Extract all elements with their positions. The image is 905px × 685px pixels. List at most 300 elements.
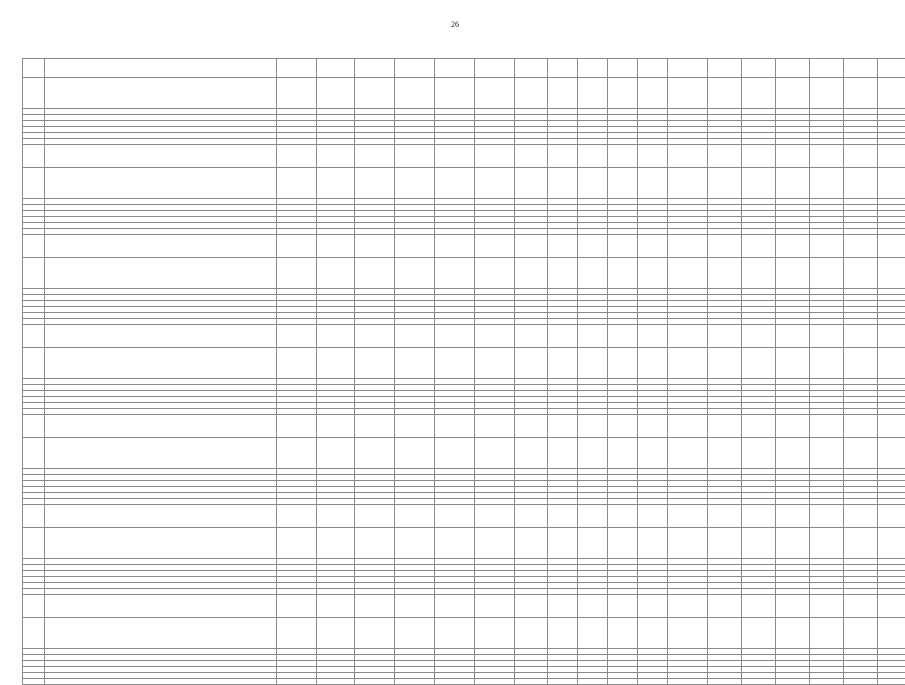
table-cell: [878, 235, 905, 258]
table-cell: [668, 438, 708, 469]
table-cell: [277, 348, 317, 379]
table-row: [23, 618, 905, 649]
empty-cell: [578, 59, 608, 78]
table-cell: [878, 258, 905, 289]
table-cell: [708, 348, 742, 379]
table-cell: [844, 258, 878, 289]
table-cell: [515, 235, 548, 258]
table-cell: [638, 618, 668, 649]
table-cell: [844, 348, 878, 379]
table-cell: [277, 235, 317, 258]
empty-cell: [45, 618, 277, 649]
table-cell: [742, 528, 776, 559]
table-cell: [395, 235, 435, 258]
table-cell: [708, 145, 742, 168]
table-cell: [355, 595, 395, 618]
table-cell: [638, 78, 668, 109]
empty-cell: [45, 59, 277, 78]
table-row: [23, 59, 905, 78]
table-cell: [638, 168, 668, 199]
empty-cell: [638, 679, 668, 685]
table-cell: [742, 78, 776, 109]
table-cell: [608, 78, 638, 109]
empty-cell: [45, 505, 277, 528]
table-cell: [475, 59, 515, 78]
table-row: [23, 258, 905, 289]
table-cell: [395, 168, 435, 199]
table-cell: [708, 325, 742, 348]
table-cell: [878, 168, 905, 199]
table-cell: [435, 59, 475, 78]
empty-cell: [878, 679, 905, 685]
table-cell: [608, 415, 638, 438]
table-cell: [317, 78, 355, 109]
table-cell: [742, 325, 776, 348]
table-cell: [395, 438, 435, 469]
table-cell: [608, 438, 638, 469]
table-cell: [742, 415, 776, 438]
empty-cell: [435, 235, 475, 258]
table-cell: [317, 145, 355, 168]
table-cell: [395, 258, 435, 289]
table-cell: [608, 235, 638, 258]
empty-cell: [45, 595, 277, 618]
empty-cell: [638, 59, 668, 78]
table-cell: [668, 528, 708, 559]
table-cell: [277, 325, 317, 348]
table-cell: [317, 595, 355, 618]
table-cell: [776, 595, 810, 618]
table-cell: [844, 325, 878, 348]
table-cell: [277, 59, 317, 78]
program-table: [22, 58, 905, 685]
table-cell: [776, 618, 810, 649]
table-cell: [668, 235, 708, 258]
table-cell: [395, 145, 435, 168]
table-cell: [475, 168, 515, 199]
table-cell: [776, 528, 810, 559]
table-cell: [810, 505, 844, 528]
table-cell: [317, 679, 355, 685]
table-cell: [844, 438, 878, 469]
table-cell: [317, 258, 355, 289]
table-row: [23, 168, 905, 199]
empty-cell: [435, 325, 475, 348]
table-cell: [668, 505, 708, 528]
table-cell: [708, 415, 742, 438]
table-row: [23, 235, 905, 258]
empty-cell: [475, 595, 515, 618]
table-cell: [515, 505, 548, 528]
table-cell: [742, 505, 776, 528]
table-cell: [355, 618, 395, 649]
table-cell: [317, 235, 355, 258]
table-cell: [668, 618, 708, 649]
empty-cell: [45, 679, 277, 685]
table-cell: [548, 168, 578, 199]
table-cell: [435, 438, 475, 469]
table-cell: [548, 618, 578, 649]
table-cell: [277, 78, 317, 109]
table-cell: [515, 618, 548, 649]
empty-cell: [475, 679, 515, 685]
table-cell: [810, 258, 844, 289]
table-cell: [277, 168, 317, 199]
table-cell: [638, 415, 668, 438]
table-cell: [668, 595, 708, 618]
table-cell: [277, 528, 317, 559]
table-cell: [23, 258, 45, 289]
empty-cell: [515, 679, 548, 685]
table-cell: [638, 258, 668, 289]
table-cell: [515, 415, 548, 438]
table-cell: [515, 348, 548, 379]
table-cell: [548, 438, 578, 469]
table-cell: [638, 528, 668, 559]
table-cell: [355, 438, 395, 469]
empty-cell: [45, 258, 277, 289]
table-row: [23, 505, 905, 528]
table-cell: [317, 528, 355, 559]
table-cell: [776, 505, 810, 528]
table-cell: [844, 595, 878, 618]
table-cell: [776, 145, 810, 168]
table-cell: [475, 618, 515, 649]
empty-cell: [45, 415, 277, 438]
table-cell: [742, 168, 776, 199]
table-cell: [776, 438, 810, 469]
table-cell: [475, 258, 515, 289]
table-cell: [355, 78, 395, 109]
table-cell: [878, 438, 905, 469]
empty-cell: [435, 505, 475, 528]
table-cell: [395, 348, 435, 379]
table-cell: [844, 415, 878, 438]
table-cell: [810, 415, 844, 438]
table-cell: [810, 438, 844, 469]
table-cell: [395, 325, 435, 348]
table-cell: [355, 59, 395, 78]
table-cell: [708, 438, 742, 469]
table-cell: [395, 679, 435, 685]
empty-cell: [668, 59, 708, 78]
empty-cell: [475, 415, 515, 438]
empty-cell: [45, 145, 277, 168]
empty-cell: [23, 325, 45, 348]
table-cell: [668, 325, 708, 348]
table-cell: [548, 235, 578, 258]
table-cell: [638, 595, 668, 618]
table-cell: [708, 78, 742, 109]
table-cell: [317, 59, 355, 78]
table-cell: [742, 348, 776, 379]
empty-cell: [844, 679, 878, 685]
table-cell: [23, 438, 45, 469]
table-cell: [435, 528, 475, 559]
table-cell: [776, 325, 810, 348]
table-cell: [608, 145, 638, 168]
table-cell: [708, 595, 742, 618]
table-cell: [638, 505, 668, 528]
table-cell: [578, 78, 608, 109]
table-row: [23, 348, 905, 379]
table-cell: [355, 235, 395, 258]
table-cell: [878, 505, 905, 528]
table-cell: [435, 258, 475, 289]
empty-cell: [45, 348, 277, 379]
empty-cell: [435, 595, 475, 618]
table-cell: [277, 679, 317, 685]
empty-cell: [608, 679, 638, 685]
table-cell: [776, 258, 810, 289]
table-cell: [317, 618, 355, 649]
empty-cell: [45, 438, 277, 469]
table-cell: [608, 528, 638, 559]
table-cell: [742, 59, 776, 78]
table-cell: [810, 168, 844, 199]
empty-cell: [23, 505, 45, 528]
table-cell: [277, 258, 317, 289]
table-cell: [355, 415, 395, 438]
table-cell: [355, 348, 395, 379]
table-cell: [578, 415, 608, 438]
table-cell: [742, 618, 776, 649]
table-cell: [638, 438, 668, 469]
table-cell: [317, 438, 355, 469]
table-cell: [608, 505, 638, 528]
table-cell: [810, 348, 844, 379]
table-cell: [810, 528, 844, 559]
table-cell: [878, 528, 905, 559]
empty-cell: [23, 415, 45, 438]
table-cell: [708, 59, 742, 78]
table-cell: [742, 438, 776, 469]
empty-cell: [708, 679, 742, 685]
table-cell: [844, 78, 878, 109]
table-row: [23, 145, 905, 168]
empty-cell: [776, 679, 810, 685]
table-cell: [548, 348, 578, 379]
empty-cell: [23, 595, 45, 618]
empty-cell: [475, 505, 515, 528]
empty-cell: [810, 679, 844, 685]
table-cell: [515, 78, 548, 109]
table-cell: [844, 528, 878, 559]
table-cell: [435, 168, 475, 199]
table-cell: [776, 59, 810, 78]
table-cell: [277, 618, 317, 649]
table-cell: [277, 145, 317, 168]
table-cell: [638, 235, 668, 258]
table-cell: [355, 145, 395, 168]
empty-cell: [515, 59, 548, 78]
table-row: [23, 679, 905, 685]
empty-cell: [23, 145, 45, 168]
table-cell: [395, 415, 435, 438]
table-cell: [638, 145, 668, 168]
table-cell: [277, 415, 317, 438]
empty-cell: [435, 145, 475, 168]
table-cell: [578, 145, 608, 168]
empty-cell: [668, 679, 708, 685]
table-cell: [844, 235, 878, 258]
table-cell: [515, 168, 548, 199]
table-cell: [578, 505, 608, 528]
empty-cell: [45, 528, 277, 559]
table-cell: [776, 415, 810, 438]
table-cell: [708, 618, 742, 649]
table-cell: [317, 415, 355, 438]
empty-cell: [475, 325, 515, 348]
table-cell: [668, 78, 708, 109]
table-cell: [317, 348, 355, 379]
table-cell: [668, 415, 708, 438]
empty-cell: [45, 235, 277, 258]
table-cell: [668, 145, 708, 168]
table-cell: [475, 348, 515, 379]
table-cell: [608, 618, 638, 649]
table-row: [23, 438, 905, 469]
table-cell: [475, 78, 515, 109]
table-cell: [776, 78, 810, 109]
table-cell: [548, 78, 578, 109]
table-cell: [878, 415, 905, 438]
table-cell: [435, 618, 475, 649]
page-number: 26: [440, 20, 470, 29]
table-cell: [277, 505, 317, 528]
empty-cell: [742, 679, 776, 685]
table-cell: [23, 59, 45, 78]
table-cell: [475, 528, 515, 559]
table-cell: [548, 505, 578, 528]
empty-cell: [45, 78, 277, 109]
table-cell: [844, 618, 878, 649]
table-cell: [878, 595, 905, 618]
table-cell: [578, 258, 608, 289]
table-cell: [844, 505, 878, 528]
table-cell: [776, 168, 810, 199]
table-cell: [435, 348, 475, 379]
table-cell: [23, 168, 45, 199]
empty-cell: [435, 679, 475, 685]
table-cell: [355, 258, 395, 289]
table-cell: [548, 415, 578, 438]
table-cell: [708, 505, 742, 528]
table-cell: [844, 59, 878, 78]
table-row: [23, 78, 905, 109]
table-cell: [355, 528, 395, 559]
table-cell: [515, 595, 548, 618]
table-cell: [317, 168, 355, 199]
table-cell: [578, 235, 608, 258]
table-cell: [878, 348, 905, 379]
table-cell: [742, 258, 776, 289]
table-cell: [708, 235, 742, 258]
table-cell: [395, 528, 435, 559]
table-cell: [435, 78, 475, 109]
table-cell: [395, 595, 435, 618]
table-cell: [708, 168, 742, 199]
table-cell: [548, 145, 578, 168]
table-cell: [317, 505, 355, 528]
empty-cell: [548, 679, 578, 685]
empty-cell: [23, 679, 45, 685]
table-cell: [23, 618, 45, 649]
table-cell: [355, 325, 395, 348]
table-cell: [810, 59, 844, 78]
table-cell: [548, 325, 578, 348]
table-cell: [578, 325, 608, 348]
table-cell: [578, 168, 608, 199]
table-cell: [844, 168, 878, 199]
table-cell: [668, 168, 708, 199]
table-cell: [355, 505, 395, 528]
table-cell: [608, 258, 638, 289]
table-cell: [810, 618, 844, 649]
table-cell: [776, 348, 810, 379]
table-cell: [515, 528, 548, 559]
table-cell: [355, 679, 395, 685]
table-cell: [878, 59, 905, 78]
table-cell: [708, 528, 742, 559]
table-cell: [23, 528, 45, 559]
table-cell: [277, 595, 317, 618]
table-cell: [548, 258, 578, 289]
table-cell: [742, 235, 776, 258]
empty-cell: [475, 145, 515, 168]
empty-cell: [395, 59, 435, 78]
empty-cell: [45, 325, 277, 348]
table-cell: [638, 348, 668, 379]
empty-cell: [578, 679, 608, 685]
table-cell: [548, 595, 578, 618]
table-cell: [668, 258, 708, 289]
table-cell: [395, 505, 435, 528]
table-cell: [668, 348, 708, 379]
table-cell: [515, 325, 548, 348]
table-cell: [810, 325, 844, 348]
table-cell: [578, 438, 608, 469]
table-row: [23, 595, 905, 618]
table-cell: [548, 528, 578, 559]
table-cell: [475, 438, 515, 469]
table-cell: [810, 145, 844, 168]
table-cell: [578, 528, 608, 559]
table-row: [23, 325, 905, 348]
empty-cell: [548, 59, 578, 78]
table-cell: [578, 595, 608, 618]
table-cell: [608, 325, 638, 348]
table-row: [23, 415, 905, 438]
table-cell: [578, 348, 608, 379]
table-row: [23, 528, 905, 559]
table-cell: [810, 235, 844, 258]
table-cell: [355, 168, 395, 199]
table-cell: [608, 348, 638, 379]
table-cell: [277, 438, 317, 469]
empty-cell: [45, 168, 277, 199]
table-cell: [395, 618, 435, 649]
empty-cell: [435, 415, 475, 438]
table-cell: [742, 145, 776, 168]
table-cell: [742, 595, 776, 618]
table-cell: [844, 145, 878, 168]
table-cell: [810, 595, 844, 618]
table-cell: [515, 145, 548, 168]
table-cell: [810, 78, 844, 109]
table-cell: [708, 258, 742, 289]
table-cell: [578, 618, 608, 649]
